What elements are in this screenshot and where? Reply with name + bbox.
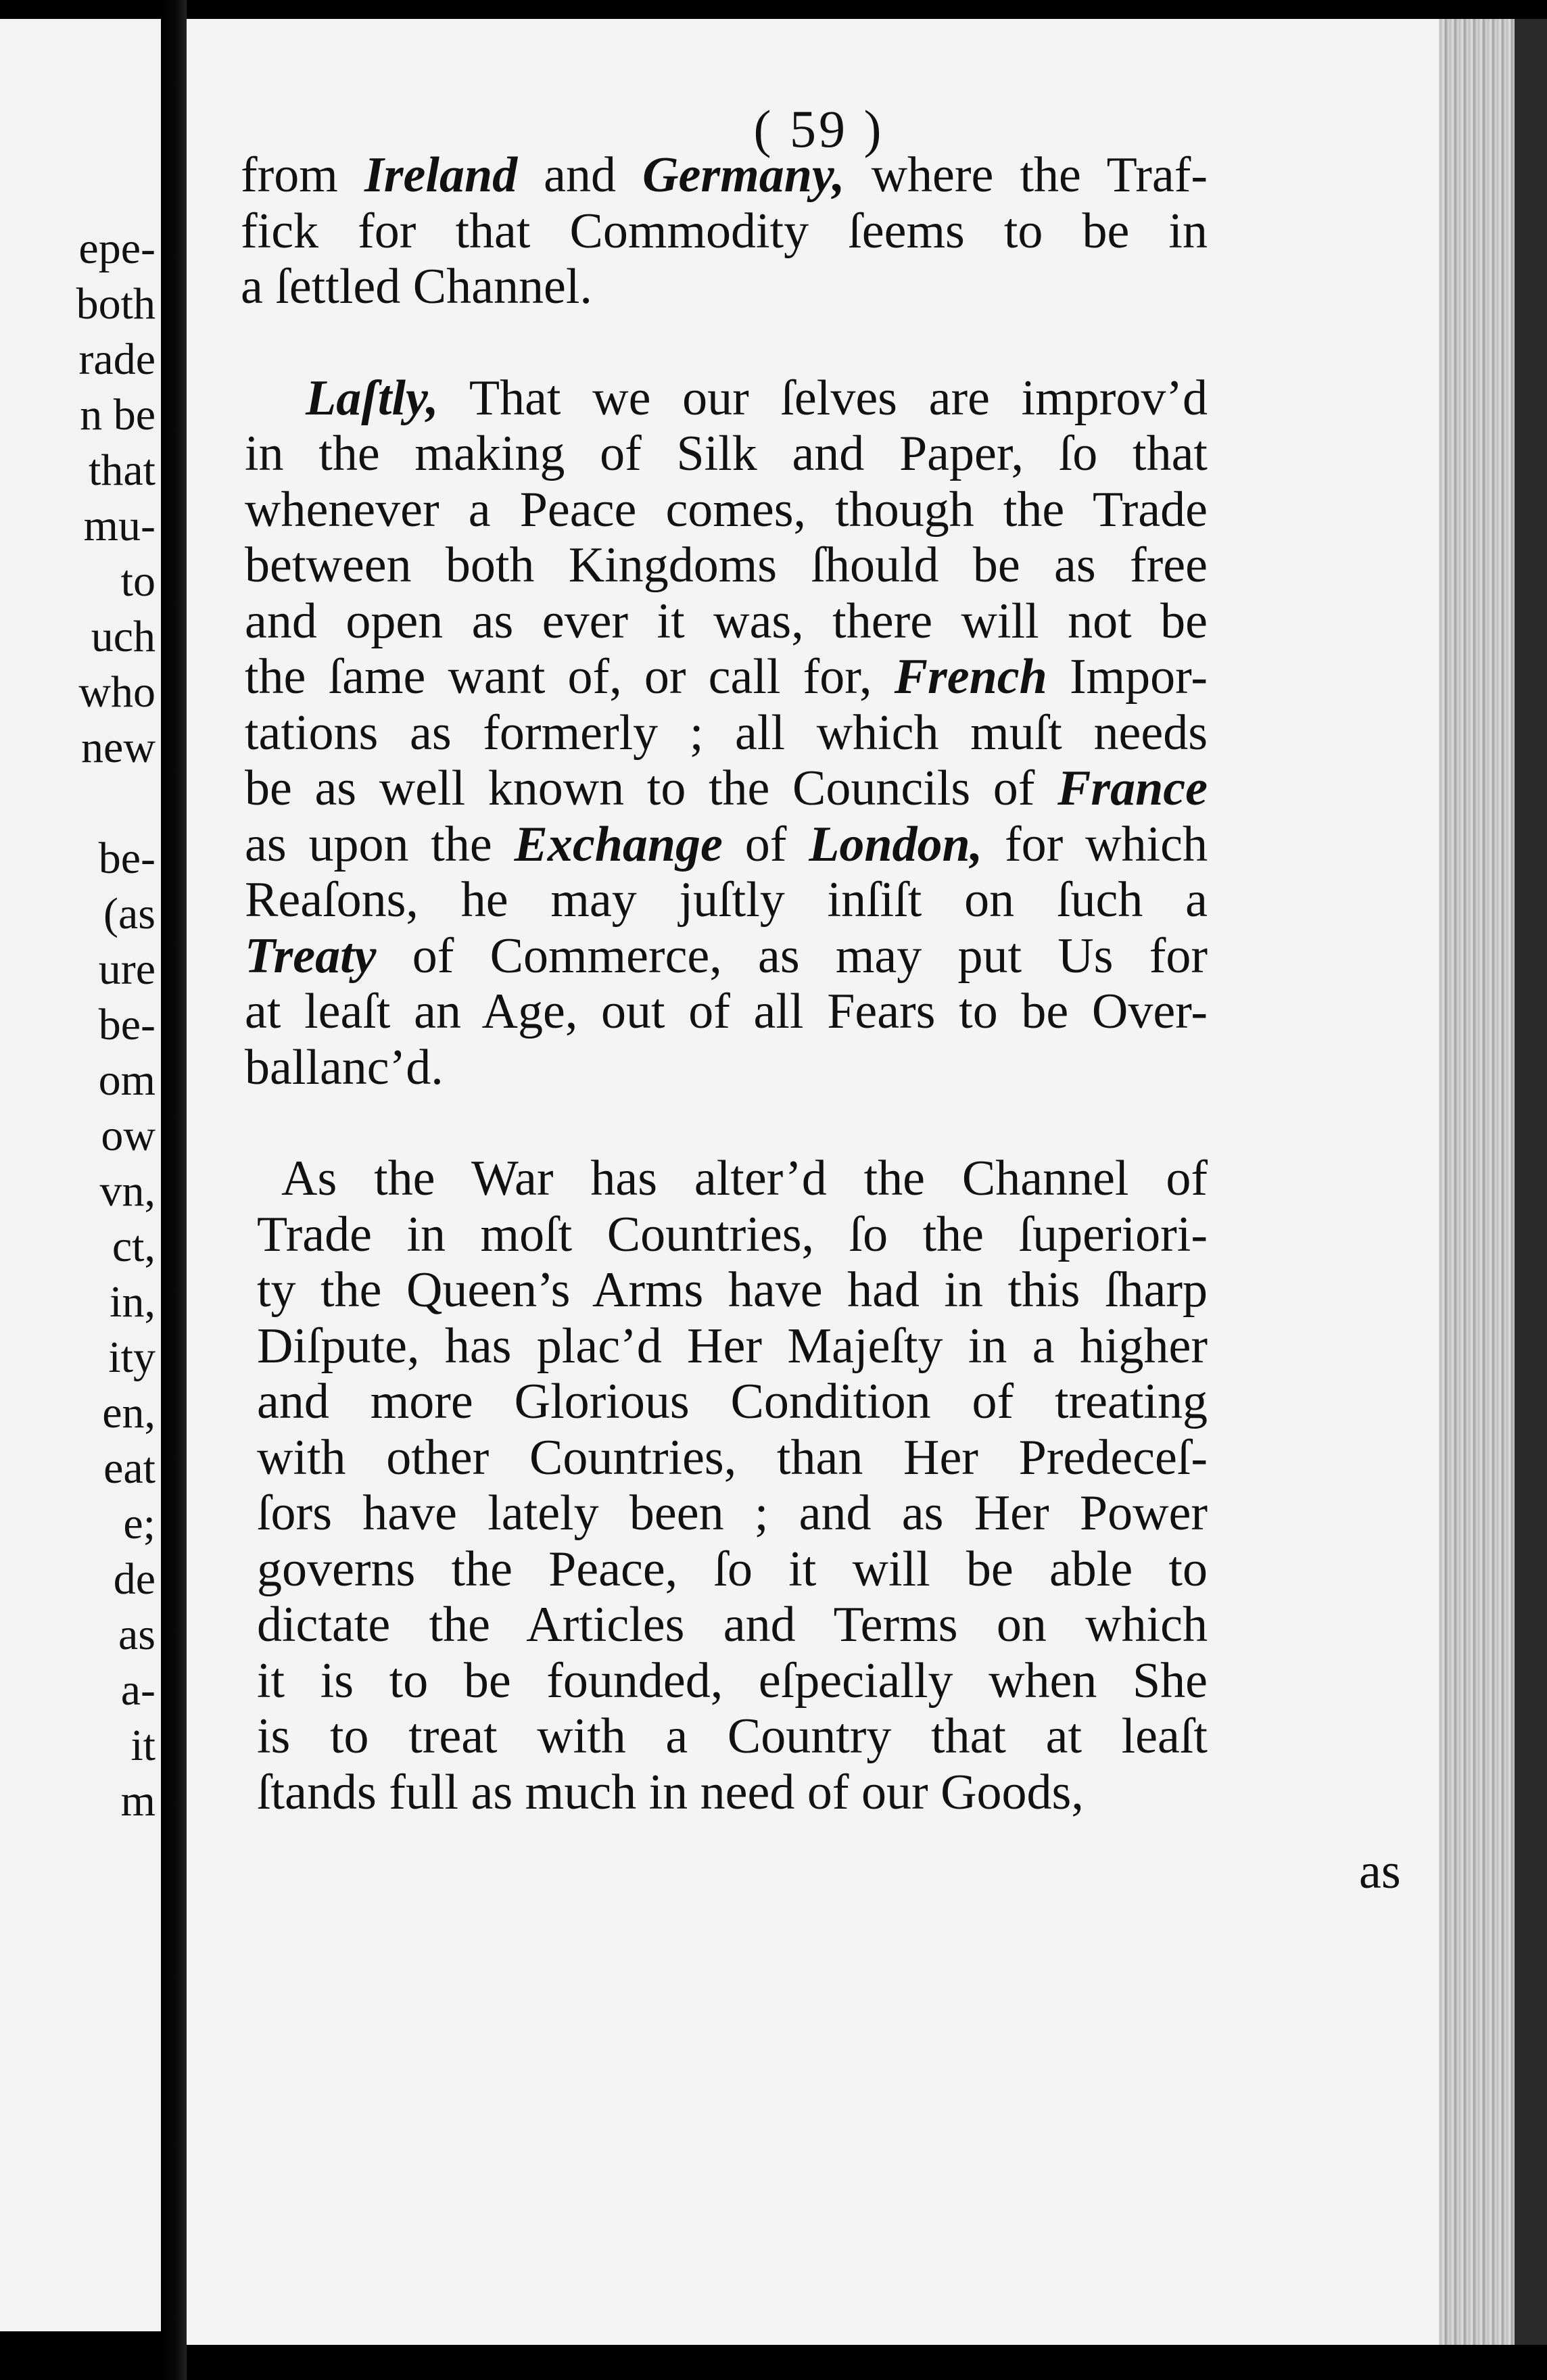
text-run: be as well known to the Councils of [245, 761, 1057, 816]
text-line [257, 1262, 1208, 1318]
scan-border [1515, 19, 1547, 2345]
facing-page-text-fragment: (as [103, 889, 156, 938]
text-line [245, 761, 1208, 817]
text-line [245, 538, 1208, 594]
text-line [245, 594, 1208, 650]
text-line [241, 259, 1208, 315]
paragraph [257, 1151, 1208, 1820]
facing-page-text-fragment: rade [78, 335, 156, 384]
facing-page-text-fragment: be- [98, 834, 156, 883]
text-run: in the making of Silk and Paper, ſo that [245, 426, 1208, 481]
facing-page-text-fragment: mu- [83, 501, 156, 550]
facing-page-text-fragment: de [113, 1554, 156, 1604]
text-run: governs the Peace, ſo it will be able to [257, 1541, 1208, 1597]
italic-word: France [1057, 761, 1208, 816]
text-line [257, 1542, 1208, 1598]
italic-word: Laſtly, [306, 370, 439, 426]
text-line [245, 705, 1208, 761]
text-line [245, 817, 1208, 873]
facing-page-text-fragment: a- [120, 1665, 156, 1715]
text-line [257, 1318, 1208, 1375]
text-line [241, 147, 1208, 204]
facing-page-text-fragment: m [120, 1776, 156, 1826]
paragraph-gap [241, 1095, 1208, 1151]
text-run: fick for that Commodity ſeems to be in [241, 203, 1208, 259]
text-line [245, 1040, 1208, 1096]
text-run: the ſame want of, or call for, [245, 649, 895, 705]
text-line [245, 984, 1208, 1040]
text-run: Trade in moſt Countries, ſo the ſuperiori- [257, 1206, 1208, 1262]
text-run: ballanc’d. [245, 1039, 444, 1095]
facing-page-text-fragment: be- [98, 1000, 156, 1049]
text-run: of [722, 816, 809, 872]
text-run: and open as ever it was, there will not be [245, 593, 1208, 649]
italic-word: Treaty [245, 928, 377, 984]
text-run: at leaſt an Age, out of all Fears to be Over- [245, 984, 1208, 1039]
italic-word: Ireland [364, 147, 518, 203]
text-line [257, 1765, 1208, 1821]
paragraph [245, 371, 1208, 1096]
text-run: as upon the [245, 816, 515, 872]
facing-page-text-fragment: en, [102, 1388, 156, 1437]
paragraph [241, 147, 1208, 315]
text-run: is to treat with a Country that at leaſt [257, 1709, 1208, 1764]
facing-page-text-fragment: that [89, 446, 156, 495]
text-run: and [517, 147, 643, 203]
text-line [241, 204, 1208, 260]
gutter [161, 0, 187, 2380]
text-run: whenever a Peace comes, though the Trade [245, 481, 1208, 538]
text-line [257, 1374, 1208, 1430]
paragraph-gap [241, 315, 1208, 371]
italic-word: London, [809, 816, 983, 872]
facing-page-text-fragment: uch [91, 612, 156, 661]
text-run: and more Glorious Condition of treating [257, 1374, 1208, 1429]
text-line [245, 928, 1208, 984]
facing-page-fragment [0, 19, 161, 2331]
text-line [257, 1597, 1208, 1653]
text-run: Reaſons, he may juſtly inſiſt on ſuch a [245, 872, 1208, 928]
facing-page-text-fragment: in, [110, 1277, 156, 1327]
text-run: ſtands full as much in need of our Goods, [257, 1764, 1084, 1820]
text-run: As the War has alter’d the Channel of [281, 1151, 1208, 1206]
facing-page-text-fragment: ct, [112, 1222, 156, 1271]
facing-page-text-fragment: n be [80, 390, 156, 439]
facing-page-text-fragment: new [81, 723, 156, 772]
text-run: a ſettled Channel. [241, 259, 592, 314]
text-run: with other Countries, than Her Predeceſ- [257, 1429, 1208, 1485]
italic-word: Germany, [642, 147, 845, 203]
body-text [241, 147, 1208, 1820]
facing-page-text-fragment: both [76, 279, 156, 329]
text-line [245, 649, 1208, 705]
facing-page-text-fragment: e; [123, 1499, 156, 1548]
facing-page-text-fragment: eat [103, 1444, 156, 1493]
facing-page-text-fragment: as [118, 1610, 156, 1659]
text-run: That we our ſelves are improv’d [438, 370, 1208, 426]
facing-page-text-fragment: it [130, 1721, 156, 1770]
facing-page-text-fragment: ow [101, 1111, 156, 1160]
italic-word: Exchange [514, 816, 723, 872]
facing-page-text-fragment: ure [98, 945, 156, 994]
text-run: between both Kingdoms ſhould be as free [245, 538, 1208, 593]
text-line [245, 482, 1208, 538]
page-number: ( 59 ) [753, 99, 884, 158]
facing-page-text-fragment: epe- [78, 224, 156, 273]
text-run: for which [982, 816, 1208, 872]
facing-page-text-fragment: who [78, 667, 156, 717]
facing-page-text-fragment: to [120, 556, 156, 606]
text-line [257, 1207, 1208, 1263]
text-line [257, 1485, 1208, 1542]
text-line [245, 872, 1208, 928]
text-run: it is to be founded, eſpecially when She [257, 1652, 1208, 1709]
text-run: from [241, 147, 364, 203]
text-line [245, 426, 1208, 482]
text-run: Impor- [1047, 649, 1208, 705]
text-line [257, 1430, 1208, 1486]
text-run: Diſpute, has plac’d Her Majeſty in a higher [257, 1318, 1208, 1374]
facing-page-text-fragment: om [98, 1055, 156, 1105]
text-run: ſors have lately been ; and as Her Power [257, 1485, 1208, 1541]
facing-page-text-fragment: vn, [99, 1166, 156, 1216]
text-line [245, 371, 1208, 427]
text-run: of Commerce, as may put Us for [376, 928, 1208, 984]
italic-word: French [894, 649, 1047, 705]
text-run: tations as formerly ; all which muſt needs [245, 705, 1208, 761]
catchword: as [1359, 1844, 1401, 1899]
text-line [257, 1653, 1208, 1709]
facing-page-text-fragment: ity [108, 1333, 156, 1382]
text-run: where the Traf- [844, 147, 1208, 203]
text-line [257, 1709, 1208, 1765]
text-line [257, 1151, 1208, 1207]
text-run: ty the Queen’s Arms have had in this ſharp [257, 1262, 1208, 1318]
text-run: dictate the Articles and Terms on which [257, 1597, 1208, 1652]
